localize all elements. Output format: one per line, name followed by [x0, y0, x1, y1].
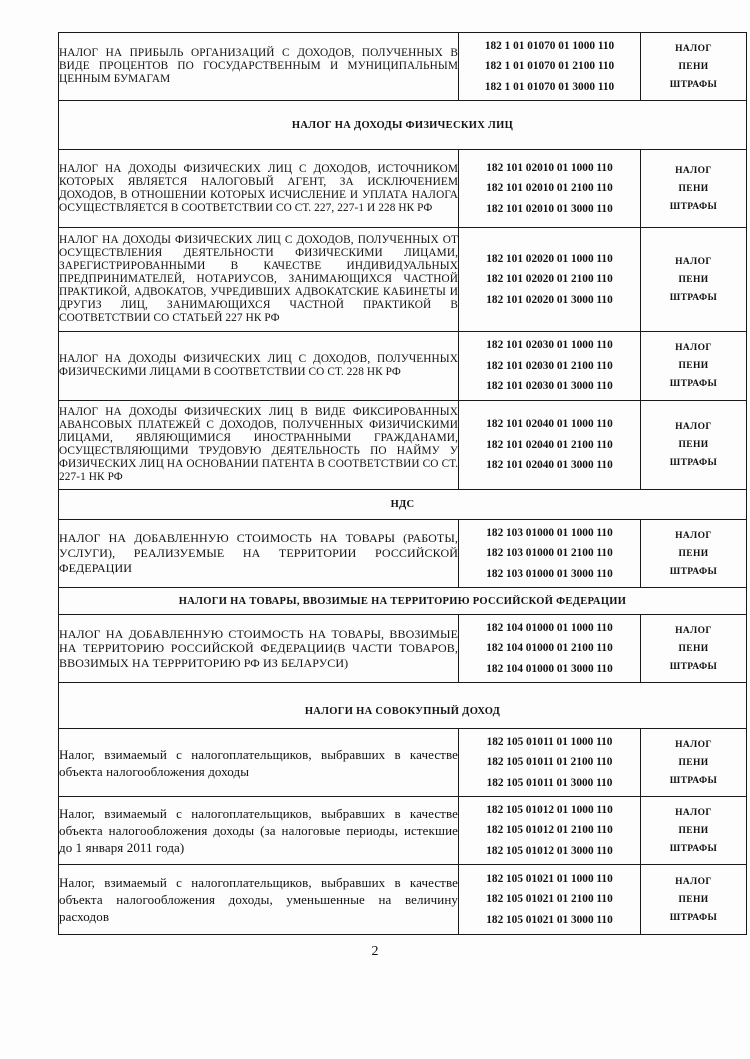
kbk-code-fine: 182 1 01 01070 01 3000 110	[484, 80, 615, 93]
kbk-codes	[459, 228, 641, 332]
payment-type-fine: ШТРАФЫ	[669, 292, 718, 303]
kbk-codes	[459, 332, 641, 401]
payment-type-penalty-interest: ПЕНИ	[678, 894, 709, 905]
section-title-nds: НДС	[59, 490, 747, 520]
kbk-code-tax: 182 101 02020 01 1000 110	[486, 252, 613, 265]
kbk-code-penalty-interest: 182 1 01 01070 01 2100 110	[484, 60, 615, 73]
payment-type-penalty-interest: ПЕНИ	[678, 61, 709, 72]
kbk-code-tax: 182 101 02040 01 1000 110	[486, 418, 613, 431]
tax-description: Налог, взимаемый с налогоплательщиков, выбравших в качестве объекта налогообложения доходы (за налоговые периоды, истекшие до 1 января 2011 года)	[59, 797, 459, 865]
kbk-code-tax: 182 1 01 01070 01 1000 110	[484, 39, 615, 52]
kbk-table	[58, 32, 747, 935]
payment-type-tax: НАЛОГ	[675, 739, 712, 750]
kbk-code-penalty-interest: 182 101 02040 01 2100 110	[486, 438, 613, 451]
table-row	[59, 401, 747, 490]
kbk-codes	[459, 520, 641, 588]
payment-types	[641, 33, 747, 101]
section-title-ndfl: НАЛОГ НА ДОХОДЫ ФИЗИЧЕСКИХ ЛИЦ	[59, 101, 747, 150]
table-row	[59, 520, 747, 588]
kbk-code-fine: 182 101 02020 01 3000 110	[486, 293, 613, 306]
tax-description: НАЛОГ НА ДОБАВЛЕННУЮ СТОИМОСТЬ НА ТОВАРЫ, ВВОЗИМЫЕ НА ТЕРРИТОРИЮ РОССИЙСКОЙ ФЕДЕРАЦИИ(В ЧАСТИ ТОВАРОВ, ВВОЗИМЫХ НА ТЕРРРИТОРИЮ РФ ИЗ БЕЛАРУСИ)	[59, 615, 459, 683]
kbk-code-fine: 182 105 01021 01 3000 110	[486, 913, 613, 926]
section-row	[59, 683, 747, 729]
payment-type-fine: ШТРАФЫ	[669, 79, 718, 90]
kbk-code-tax: 182 103 01000 01 1000 110	[486, 526, 613, 539]
tax-description: НАЛОГ НА ДОХОДЫ ФИЗИЧЕСКИХ ЛИЦ В ВИДЕ ФИКСИРОВАННЫХ АВАНСОВЫХ ПЛАТЕЖЕЙ С ДОХОДОВ, ПОЛУЧЕННЫХ ФИЗИЧИСКИМИ ЛИЦАМИ, ЯВЛЯЮЩИМИСЯ ИНОСТРАННЫМИ ГРАЖДАНАМИ, ОСУЩЕСТВЛЯЮЩИМИ ТРУДОВУЮ ДЕЯТЕЛЬНОСТЬ ПО НАЙМУ У ФИЗИЧЕСКИХ ЛИЦ НА ОСНОВАНИИ ПАТЕНТА В СООТВЕТСТВИИ СО СТ. 227-1 НК РФ	[59, 401, 459, 490]
tax-description: НАЛОГ НА ДОХОДЫ ФИЗИЧЕСКИХ ЛИЦ С ДОХОДОВ, ПОЛУЧЕННЫХ ФИЗИЧЕСКИМИ ЛИЦАМИ В СООТВЕТСТВИИ СО СТ. 228 НК РФ	[59, 332, 459, 401]
payment-type-penalty-interest: ПЕНИ	[678, 440, 709, 450]
kbk-code-penalty-interest: 182 105 01021 01 2100 110	[486, 893, 613, 906]
payment-types	[641, 520, 747, 588]
kbk-code-tax: 182 101 02010 01 1000 110	[486, 161, 613, 174]
payment-types	[641, 401, 747, 490]
tax-description: НАЛОГ НА ДОХОДЫ ФИЗИЧЕСКИХ ЛИЦ С ДОХОДОВ, ИСТОЧНИКОМ КОТОРЫХ ЯВЛЯЕТСЯ НАЛОГОВЫЙ АГЕНТ, ЗА ИСКЛЮЧЕНИЕМ ДОХОДОВ, В ОТНОШЕНИИ КОТОРЫХ ИСЧИСЛЕНИЕ И УПЛАТА НАЛОГА ОСУЩЕСТВЛЯЕТСЯ В СООТВЕТСТВИИ СО СТ. 227, 227-1 И 228 НК РФ	[59, 150, 459, 228]
kbk-code-tax: 182 101 02030 01 1000 110	[486, 339, 613, 352]
kbk-codes	[459, 401, 641, 490]
payment-type-fine: ШТРАФЫ	[669, 912, 718, 923]
table-row	[59, 615, 747, 683]
table-row	[59, 797, 747, 865]
payment-types	[641, 729, 747, 797]
payment-type-tax: НАЛОГ	[675, 256, 712, 267]
payment-types	[641, 797, 747, 865]
payment-type-fine: ШТРАФЫ	[669, 379, 718, 389]
kbk-codes	[459, 865, 641, 935]
kbk-code-penalty-interest: 182 101 02020 01 2100 110	[486, 273, 613, 286]
kbk-codes	[459, 33, 641, 101]
kbk-code-fine: 182 101 02010 01 3000 110	[486, 202, 613, 215]
kbk-code-penalty-interest: 182 105 01012 01 2100 110	[486, 824, 613, 837]
payment-type-tax: НАЛОГ	[675, 422, 712, 432]
kbk-code-tax: 182 105 01011 01 1000 110	[486, 735, 613, 748]
payment-type-penalty-interest: ПЕНИ	[678, 361, 709, 371]
payment-type-fine: ШТРАФЫ	[669, 566, 718, 577]
kbk-code-fine: 182 101 02030 01 3000 110	[486, 380, 613, 393]
kbk-code-fine: 182 104 01000 01 3000 110	[486, 662, 613, 675]
payment-type-penalty-interest: ПЕНИ	[678, 183, 709, 194]
table-row	[59, 150, 747, 228]
payment-type-penalty-interest: ПЕНИ	[678, 548, 709, 559]
payment-type-penalty-interest: ПЕНИ	[678, 643, 709, 654]
tax-description: НАЛОГ НА ДОХОДЫ ФИЗИЧЕСКИХ ЛИЦ С ДОХОДОВ, ПОЛУЧЕННЫХ ОТ ОСУЩЕСТВЛЕНИЯ ДЕЯТЕЛЬНОСТИ ФИЗИЧЕСКИМИ ЛИЦАМИ, ЗАРЕГИСТРИРОВАННЫМИ В КАЧЕСТВЕ ИНДИВИДУАЛЬНЫХ ПРЕДПРИНИМАТЕЛЕЙ, НОТАРИУСОВ, ЗАНИМАЮЩИХСЯ ЧАСТНОЙ ПРАКТИКОЙ, АДВОКАТОВ, УЧРЕДИВШИХ АДВОКАТСКИЕ КАБИНЕТЫ И ДРУГИЗ ЛИЦ, ЗАНИМАЮЩИХСЯ ЧАСТНОЙ ПРАКТИКОЙ В СООТВЕТСТВИИ СО СТАТЬЕЙ 227 НК РФ	[59, 228, 459, 332]
payment-type-penalty-interest: ПЕНИ	[678, 274, 709, 285]
kbk-code-fine: 182 103 01000 01 3000 110	[486, 567, 613, 580]
payment-type-tax: НАЛОГ	[675, 43, 712, 54]
payment-type-tax: НАЛОГ	[675, 530, 712, 541]
tax-description: Налог, взимаемый с налогоплательщиков, выбравших в качестве объекта налогообложения доходы, уменьшенные на величину расходов	[59, 865, 459, 935]
table-row	[59, 33, 747, 101]
payment-type-fine: ШТРАФЫ	[669, 775, 718, 786]
kbk-codes	[459, 729, 641, 797]
payment-types	[641, 865, 747, 935]
payment-type-penalty-interest: ПЕНИ	[678, 757, 709, 768]
payment-type-tax: НАЛОГ	[675, 807, 712, 818]
kbk-code-penalty-interest: 182 101 02030 01 2100 110	[486, 359, 613, 372]
kbk-codes	[459, 615, 641, 683]
section-title-import: НАЛОГИ НА ТОВАРЫ, ВВОЗИМЫЕ НА ТЕРРИТОРИЮ РОССИЙСКОЙ ФЕДЕРАЦИИ	[59, 588, 747, 615]
kbk-code-tax: 182 104 01000 01 1000 110	[486, 621, 613, 634]
kbk-code-penalty-interest: 182 104 01000 01 2100 110	[486, 642, 613, 655]
payment-type-tax: НАЛОГ	[675, 165, 712, 176]
table-row	[59, 332, 747, 401]
payment-type-fine: ШТРАФЫ	[669, 661, 718, 672]
payment-types	[641, 150, 747, 228]
payment-types	[641, 332, 747, 401]
table-row	[59, 865, 747, 935]
table-row	[59, 729, 747, 797]
payment-type-fine: ШТРАФЫ	[669, 201, 718, 212]
payment-type-tax: НАЛОГ	[675, 625, 712, 636]
tax-description: НАЛОГ НА ДОБАВЛЕННУЮ СТОИМОСТЬ НА ТОВАРЫ (РАБОТЫ, УСЛУГИ), РЕАЛИЗУЕМЫЕ НА ТЕРРИТОРИИ РОССИЙСКОЙ ФЕДЕРАЦИИ	[59, 520, 459, 588]
payment-types	[641, 228, 747, 332]
kbk-code-fine: 182 105 01011 01 3000 110	[486, 776, 613, 789]
kbk-code-penalty-interest: 182 101 02010 01 2100 110	[486, 182, 613, 195]
tax-description: НАЛОГ НА ПРИБЫЛЬ ОРГАНИЗАЦИЙ С ДОХОДОВ, ПОЛУЧЕННЫХ В ВИДЕ ПРОЦЕНТОВ ПО ГОСУДАРСТВЕННЫМ И МУНИЦИПАЛЬНЫМ ЦЕННЫМ БУМАГАМ	[59, 33, 459, 101]
kbk-code-penalty-interest: 182 103 01000 01 2100 110	[486, 547, 613, 560]
kbk-codes	[459, 150, 641, 228]
payment-types	[641, 615, 747, 683]
payment-type-tax: НАЛОГ	[675, 876, 712, 887]
table-row	[59, 228, 747, 332]
section-title-usn: НАЛОГИ НА СОВОКУПНЫЙ ДОХОД	[59, 683, 747, 729]
section-row	[59, 101, 747, 150]
page-number: 2	[371, 944, 379, 959]
kbk-codes	[459, 797, 641, 865]
payment-type-penalty-interest: ПЕНИ	[678, 825, 709, 836]
kbk-code-tax: 182 105 01021 01 1000 110	[486, 872, 613, 885]
kbk-code-fine: 182 101 02040 01 3000 110	[486, 459, 613, 472]
payment-type-fine: ШТРАФЫ	[669, 458, 718, 468]
tax-description: Налог, взимаемый с налогоплательщиков, выбравших в качестве объекта налогообложения доходы	[59, 729, 459, 797]
kbk-code-fine: 182 105 01012 01 3000 110	[486, 844, 613, 857]
kbk-code-penalty-interest: 182 105 01011 01 2100 110	[486, 756, 613, 769]
payment-type-tax: НАЛОГ	[675, 343, 712, 353]
payment-type-fine: ШТРАФЫ	[669, 843, 718, 854]
kbk-code-tax: 182 105 01012 01 1000 110	[486, 803, 613, 816]
section-row	[59, 588, 747, 615]
section-row	[59, 490, 747, 520]
